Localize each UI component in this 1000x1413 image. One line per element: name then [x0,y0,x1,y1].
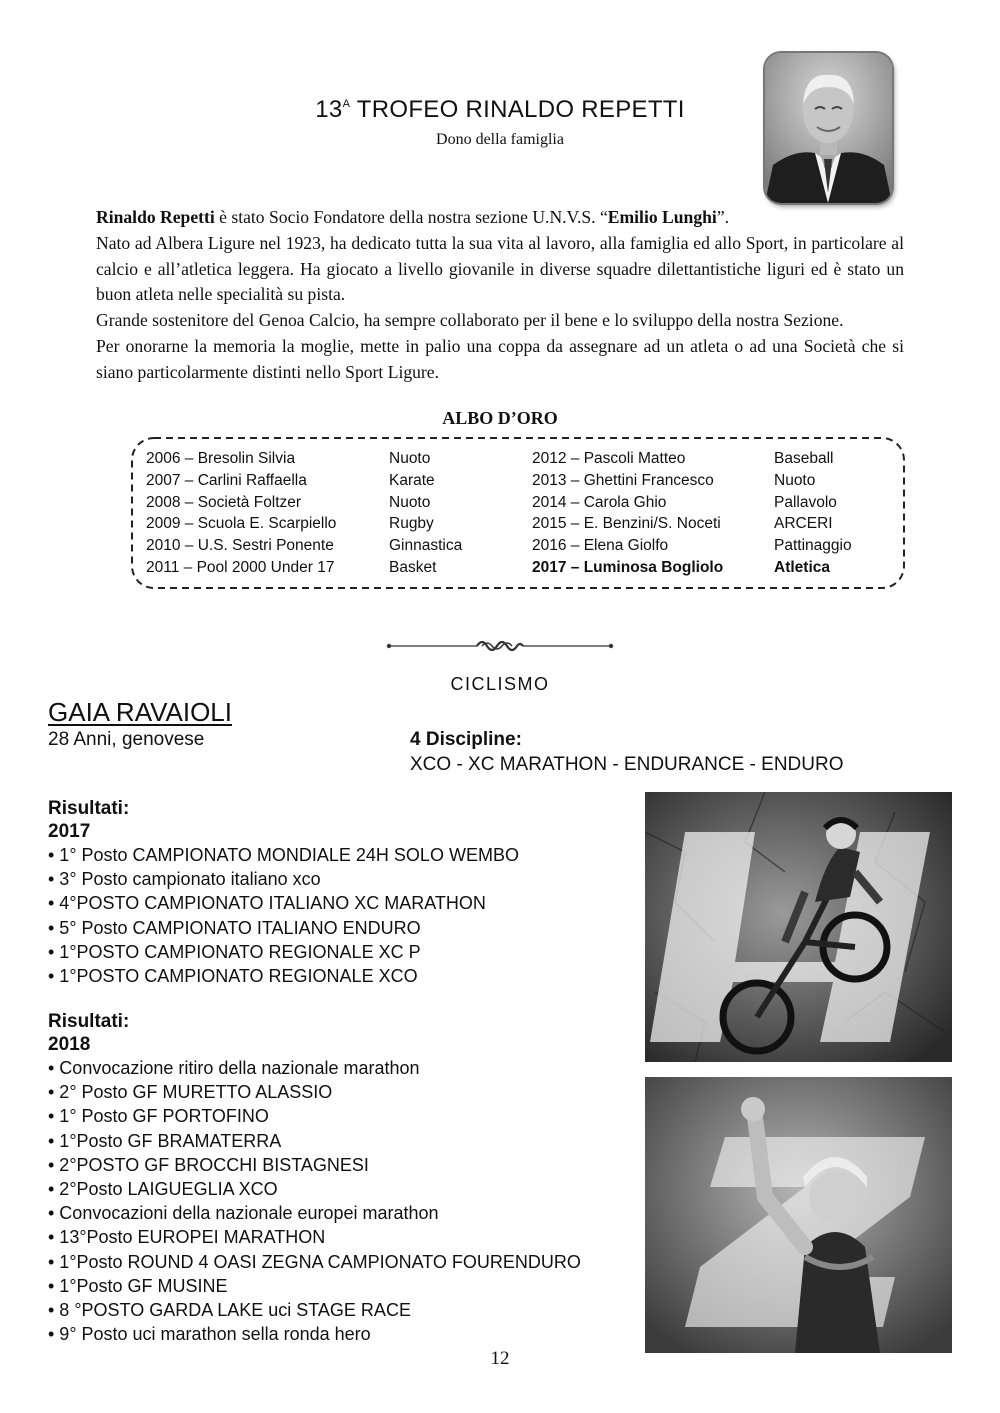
list-item: • 2° Posto GF MURETTO ALASSIO [48,1082,333,1103]
bio-section-name: Emilio Lunghi [607,207,717,227]
results-2017 [48,797,519,988]
albo-cell: 2008 – Società Foltzer [146,493,302,511]
list-item: • 5° Posto CAMPIONATO ITALIANO ENDURO [48,917,421,938]
albo-cell: 2015 – E. Benzini/S. Noceti [532,515,721,533]
list-item: • 1°POSTO CAMPIONATO REGIONALE XCO [48,966,418,987]
list-item: • 1°Posto ROUND 4 OASI ZEGNA CAMPIONATO FOURENDURO [48,1251,581,1272]
portrait-photo [765,53,892,203]
section-label: CICLISMO [450,674,550,694]
list-item: • 13°Posto EUROPEI MARATHON [48,1227,326,1248]
albo-cell: 2014 – Carola Ghio [532,493,667,511]
trophy-subtitle: Dono della famiglia [436,131,564,148]
list-item: • 1° Posto CAMPIONATO MONDIALE 24H SOLO WEMBO [48,845,519,865]
albo-cell: Baseball [774,450,834,467]
albo-cell: Nuoto [389,450,431,467]
albo-cell: Basket [389,558,437,576]
results-list [48,843,519,988]
albo-cell-highlight: Atletica [774,558,830,576]
bio-paragraph-2: Nato ad Albera Ligure nel 1923, ha dedicato tutta la sua vita al lavoro, alla famiglia ed allo Sport, in particolare al calcio e all’atletica leggera. Ha giocato a livello giovanile in diverse squadre dilettantistiche liguri ed è stato un buon atleta nelle specialità su pista. [96,232,904,305]
cyclist-riding-image [645,792,952,1062]
disciplines-list: XCO - XC MARATHON - ENDURANCE - ENDURO [410,754,844,775]
albo-cell-highlight: 2017 – Luminosa Bogliolo [532,558,724,576]
albo-cell: 2009 – Scuola E. Scarpiello [146,515,337,533]
list-item: • 4°POSTO CAMPIONATO ITALIANO XC MARATHON [48,893,486,914]
albo-cell: 2006 – Bresolin Silvia [146,450,296,467]
albo-cell: ARCERI [774,515,833,533]
list-item: • 2°POSTO GF BROCCHI BISTAGNESI [48,1154,369,1175]
albo-cell: 2016 – Elena Giolfo [532,537,669,555]
albo-cell: Pallavolo [774,493,837,511]
list-item: • 2°Posto LAIGUEGLIA XCO [48,1179,278,1200]
albo-cell: 2012 – Pascoli Matteo [532,450,686,467]
list-item: • 1° Posto GF PORTOFINO [48,1106,269,1127]
title-ordinal: A [342,98,351,110]
list-item: • Convocazione ritiro della nazionale marathon [48,1058,420,1078]
bio-intro [96,205,904,231]
albo-cell: Nuoto [774,471,816,489]
list-item: • 1°Posto GF BRAMATERRA [48,1130,282,1151]
portrait-image [765,53,892,203]
albo-cell: 2010 – U.S. Sestri Ponente [146,537,334,555]
ornament-divider [385,632,615,660]
bio-name: Rinaldo Repetti [96,207,215,227]
results-list [48,1056,581,1346]
list-item: • 8 °POSTO GARDA LAKE uci STAGE RACE [48,1300,411,1321]
page-number: 12 [490,1348,510,1369]
bio-paragraph-3: Grande sostenitore del Genoa Calcio, ha sempre collaborato per il bene e lo sviluppo della nostra Sezione. [96,310,844,331]
trophy-title [250,96,750,124]
albo-cell: Pattinaggio [774,537,852,555]
athlete-info: 28 Anni, genovese [48,729,205,750]
cyclist-celebrating-image [645,1077,952,1353]
list-item: • 3° Posto campionato italiano xco [48,869,321,890]
albo-cell: 2011 – Pool 2000 Under 17 [146,558,335,576]
bio-paragraph-4: Per onorarne la memoria la moglie, mette in palio una coppa da assegnare ad un atleta o ad una Società che si siano particolarmente distinti nello Sport Ligure. [96,335,904,382]
results-label: Risultati: [48,798,130,819]
results-2018 [48,1010,581,1346]
bio-intro-text: è stato Socio Fondatore della nostra sezione U.N.V.S. “ [214,207,608,227]
title-number: 13 [315,96,343,123]
list-item: • 1°POSTO CAMPIONATO REGIONALE XC P [48,941,421,962]
albo-title: ALBO D’ORO [442,408,558,428]
albo-cell: Rugby [389,515,434,533]
cyclist-photo-celebrating [645,1077,952,1353]
albo-cell: Nuoto [389,493,431,511]
biography [96,205,904,386]
results-year: 2018 [48,1034,91,1055]
albo-cell: Ginnastica [389,537,463,555]
albo-cell: 2007 – Carlini Raffaella [146,471,307,489]
bio-intro-end: ”. [716,207,730,227]
list-item: • Convocazioni della nazionale europei marathon [48,1203,439,1224]
albo-cell: 2013 – Ghettini Francesco [532,471,714,489]
athlete-name: GAIA RAVAIOLI [48,697,232,727]
results-year: 2017 [48,821,91,842]
list-item: • 1°Posto GF MUSINE [48,1275,228,1296]
disciplines-label: 4 Discipline: [410,729,522,750]
title-text: TROFEO RINALDO REPETTI [350,96,685,123]
list-item: • 9° Posto uci marathon sella ronda hero [48,1324,371,1345]
results-label: Risultati: [48,1011,130,1032]
cyclist-photo-riding [645,792,952,1062]
albo-cell: Karate [389,471,435,489]
